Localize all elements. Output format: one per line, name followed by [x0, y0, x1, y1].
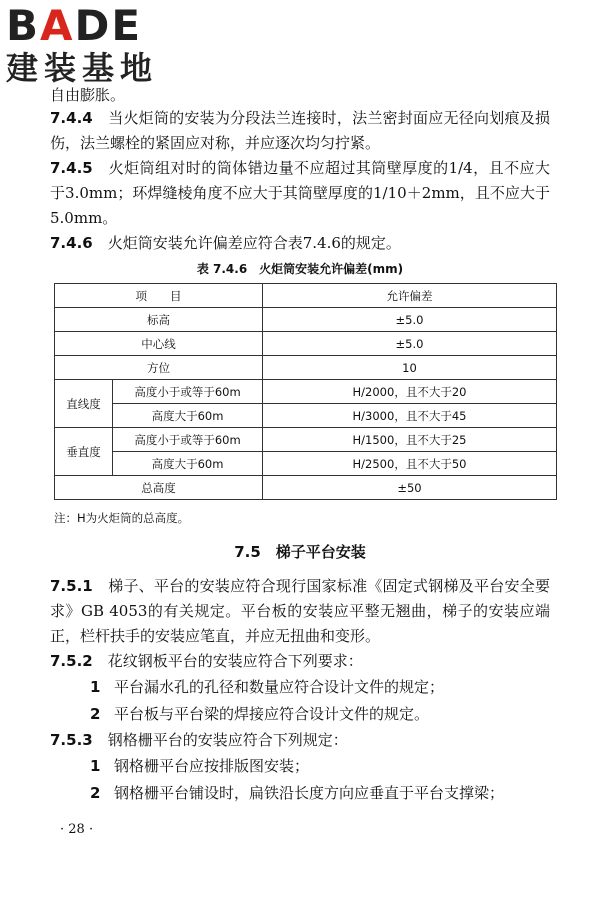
straightness-label: 直线度 [55, 380, 113, 428]
header-item: 项 目 [55, 284, 263, 308]
tolerance-table [54, 283, 557, 500]
list-item: 2 钢格栅平台铺设时，扁铁沿长度方向应垂直于平台支撑梁； [90, 784, 505, 802]
list-item: 2 平台板与平台梁的焊接应符合设计文件的规定。 [90, 705, 430, 723]
table-row: 直线度 高度小于或等于60m H/2000，且不大于20 [55, 380, 557, 404]
clause-7-4-4: 7.4.4 当火炬筒的安装为分段法兰连接时，法兰密封面应无径向划痕及损伤，法兰螺栓的紧固应对称，并应逐次均匀拧紧。 [50, 109, 550, 152]
verticality-label: 垂直度 [55, 428, 113, 476]
table-row: 中心线 ±5.0 [55, 332, 557, 356]
clause-7-5-2: 7.5.2 花纹钢板平台的安装应符合下列要求： [50, 652, 363, 670]
table-row: 方位 10 [55, 356, 557, 380]
paragraph-continuation: 自由膨胀。 [50, 86, 126, 104]
table-row: 标高 ±5.0 [55, 308, 557, 332]
clause-7-5-1: 7.5.1 梯子、平台的安装应符合现行国家标准《固定式钢梯及平台安全要求》GB 4053的有关规定。平台板的安装应平整无翘曲，梯子的安装应端正，栏杆扶手的安装应笔直，并应无扭曲和变形。 [50, 577, 550, 645]
list-item: 1 平台漏水孔的孔径和数量应符合设计文件的规定； [90, 678, 445, 696]
list-item: 1 钢格栅平台应按排版图安装； [90, 757, 310, 775]
table-row: 高度大于60m H/3000，且不大于45 [55, 404, 557, 428]
page-number: · 28 · [60, 822, 94, 837]
clause-7-4-5: 7.4.5 火炬筒组对时的筒体错边量不应超过其筒壁厚度的1/4，且不应大于3.0mm；环焊缝棱角度不应大于其筒壁厚度的1/10＋2mm，且不应大于5.0mm。 [50, 159, 550, 227]
brand-logo [6, 1, 159, 87]
logo-wordmark: BADE [6, 1, 143, 50]
clause-7-4-6: 7.4.6 火炬筒安装允许偏差应符合表7.4.6的规定。 [50, 234, 401, 252]
clause-7-5-3: 7.5.3 钢格栅平台的安装应符合下列规定： [50, 731, 348, 749]
table-row: 总高度 ±50 [55, 476, 557, 500]
table-caption: 表 7.4.6 火炬筒安装允许偏差(mm) [196, 262, 404, 276]
table-row: 高度大于60m H/2500，且不大于50 [55, 452, 557, 476]
header-value: 允许偏差 [263, 284, 557, 308]
table-note: 注：H为火炬筒的总高度。 [54, 511, 190, 525]
table-row: 垂直度 高度小于或等于60m H/1500，且不大于25 [55, 428, 557, 452]
page-content [50, 84, 550, 807]
table-header-row [55, 284, 557, 308]
section-heading: 7.5 梯子平台安装 [234, 543, 366, 561]
logo-subtitle: 建装基地 [6, 49, 159, 87]
